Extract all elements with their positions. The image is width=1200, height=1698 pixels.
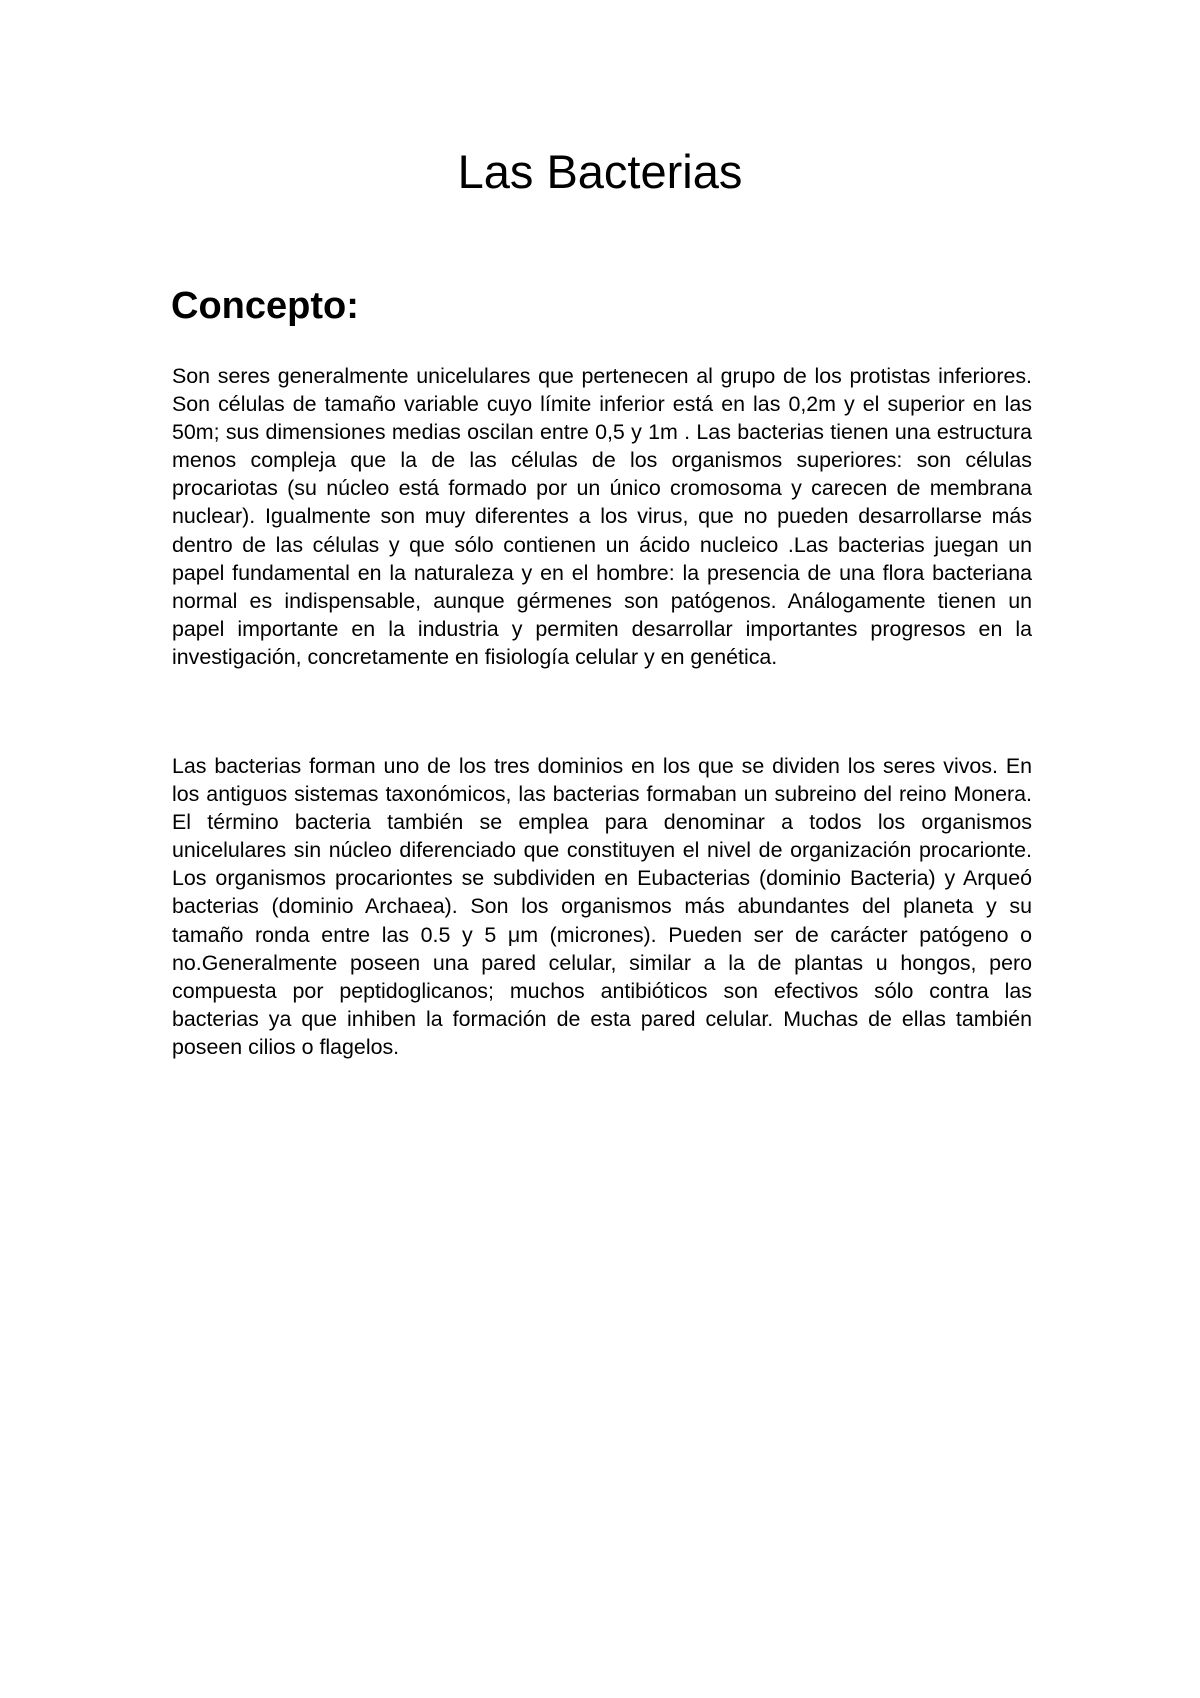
paragraph-1: Son seres generalmente unicelulares que pertenecen al grupo de los protistas inferiores. Son células de tamaño variable cuyo límite inferior está en las 0,2m y el superior en las 50m; sus dimensiones medias oscilan entre 0,5 y 1m . Las bacterias tienen una estructura menos compleja que la de las células de los organismos superiores: son células procariotas (su núcleo está formado por un único cromosoma y carecen de membrana nuclear). Igualmente son muy diferentes a los virus, que no pueden desarrollarse más dentro de las células y que sólo contienen un ácido nucleico .Las bacterias juegan un papel fundamental en la naturaleza y en el hombre: la presencia de una flora bacteriana normal es indispensable, aunque gérmenes son patógenos. Análogamente tienen un papel importante en la industria y permiten desarrollar importantes progresos en la investigación, concretamente en fisiología celular y en genética. bbox=[172, 364, 1032, 669]
document-title: Las Bacterias bbox=[457, 145, 743, 198]
section-heading: Concepto: bbox=[171, 285, 359, 327]
paragraph-2: Las bacterias forman uno de los tres dominios en los que se dividen los seres vivos. En los antiguos sistemas taxonómicos, las bacterias formaban un subreino del reino Monera. El término bacteria también se emplea para denominar a todos los organismos unicelulares sin núcleo diferenciado que constituyen el nivel de organización procarionte. Los organismos procariontes se subdividen en Eubacterias (dominio Bacteria) y Arqueó bacterias (dominio Archaea). Son los organismos más abundantes del planeta y su tamaño ronda entre las 0.5 y 5 μm (micrones). Pueden ser de carácter patógeno o no.Generalmente poseen una pared celular, similar a la de plantas u hongos, pero compuesta por peptidoglicanos; muchos antibióticos son efectivos sólo contra las bacterias ya que inhiben la formación de esta pared celular. Muchas de ellas también poseen cilios o flagelos. bbox=[172, 754, 1032, 1059]
